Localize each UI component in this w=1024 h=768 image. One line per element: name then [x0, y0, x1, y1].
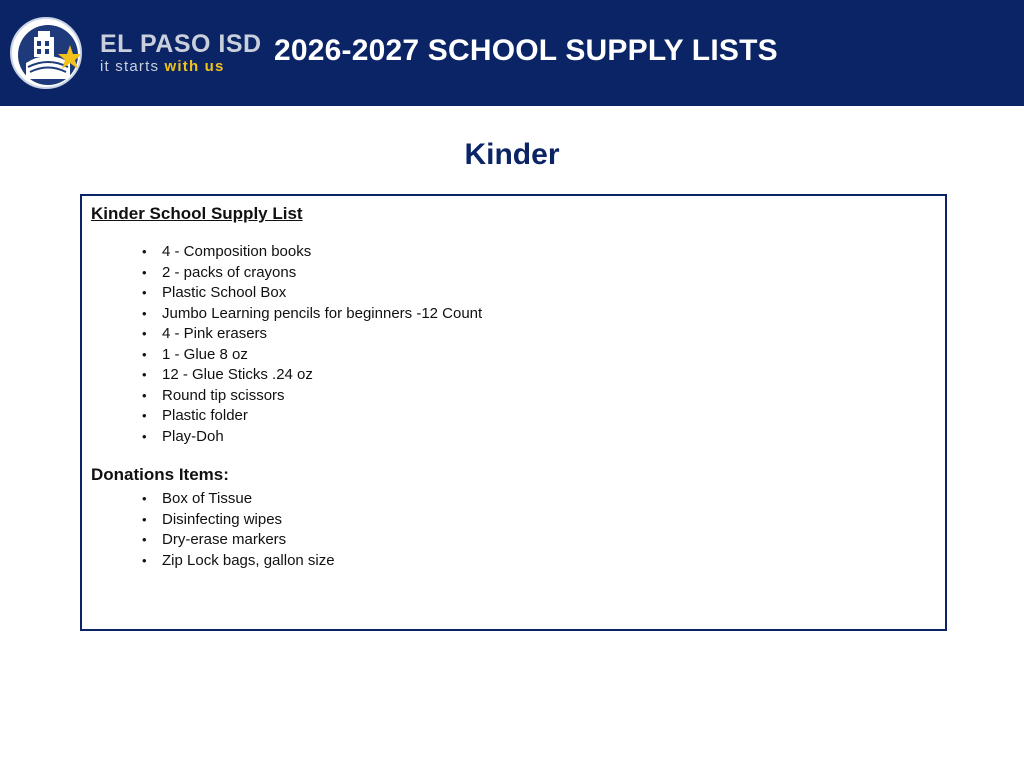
bullet-icon: •: [142, 264, 147, 280]
list-item: [82, 345, 482, 366]
list-item-text: Dry-erase markers: [162, 531, 287, 548]
bullet-icon: •: [142, 244, 147, 259]
list-item-text: Round tip scissors: [162, 386, 285, 404]
list-item-text: Disinfecting wipes: [162, 510, 283, 528]
logo-tagline: [100, 58, 225, 75]
list-item-text: 2 - packs of crayons: [162, 263, 297, 281]
bullet-icon: •: [142, 346, 147, 362]
bullet-icon: •: [142, 408, 147, 423]
list-item: [82, 283, 482, 304]
list-item: [82, 510, 335, 531]
bullet-icon: •: [142, 285, 147, 300]
logo-tagline-accent: with us: [164, 58, 225, 75]
bullet-icon: •: [142, 367, 147, 382]
bullet-icon: •: [142, 428, 147, 444]
bullet-icon: •: [142, 532, 147, 547]
list-item-text: 1 - Glue 8 oz: [162, 345, 248, 363]
list-item-text: Box of Tissue: [162, 490, 253, 507]
list-item-text: Plastic School Box: [162, 284, 287, 301]
list-item: [82, 406, 482, 427]
supply-list: [82, 242, 482, 447]
bullet-icon: •: [142, 491, 147, 506]
list-item-text: Plastic folder: [162, 407, 248, 424]
list-item-text: Play-Doh: [162, 427, 224, 445]
supply-list-heading: Kinder School Supply List: [91, 204, 303, 223]
bullet-icon: •: [142, 552, 147, 568]
bullet-icon: •: [142, 326, 147, 341]
list-item: [82, 489, 335, 510]
school-district-logo-icon: [10, 17, 82, 89]
logo-name: EL PASO ISD: [100, 30, 262, 58]
bullet-icon: •: [142, 511, 147, 527]
list-item-text: Zip Lock bags, gallon size: [162, 551, 335, 569]
logo-tagline-prefix: it starts: [100, 58, 165, 75]
supply-list-box: [80, 194, 947, 631]
list-item: [82, 386, 482, 407]
list-item-text: 4 - Composition books: [162, 243, 312, 260]
list-item: [82, 530, 335, 551]
page-header: [0, 0, 1024, 106]
list-item-text: Jumbo Learning pencils for beginners -12 Count: [162, 304, 483, 322]
list-item-text: 12 - Glue Sticks .24 oz: [162, 366, 313, 383]
bullet-icon: •: [142, 387, 147, 403]
donations-heading: Donations Items:: [91, 465, 229, 484]
donations-list: [82, 489, 335, 571]
list-item: [82, 551, 335, 572]
list-item: [82, 263, 482, 284]
list-item: [82, 242, 482, 263]
bullet-icon: •: [142, 305, 147, 321]
list-item: [82, 324, 482, 345]
list-item: [82, 304, 482, 325]
list-item-text: 4 - Pink erasers: [162, 325, 268, 342]
page-title: 2026-2027 SCHOOL SUPPLY LISTS: [274, 34, 778, 67]
list-item: [82, 365, 482, 386]
grade-title: Kinder: [464, 138, 560, 171]
list-item: [82, 427, 482, 448]
